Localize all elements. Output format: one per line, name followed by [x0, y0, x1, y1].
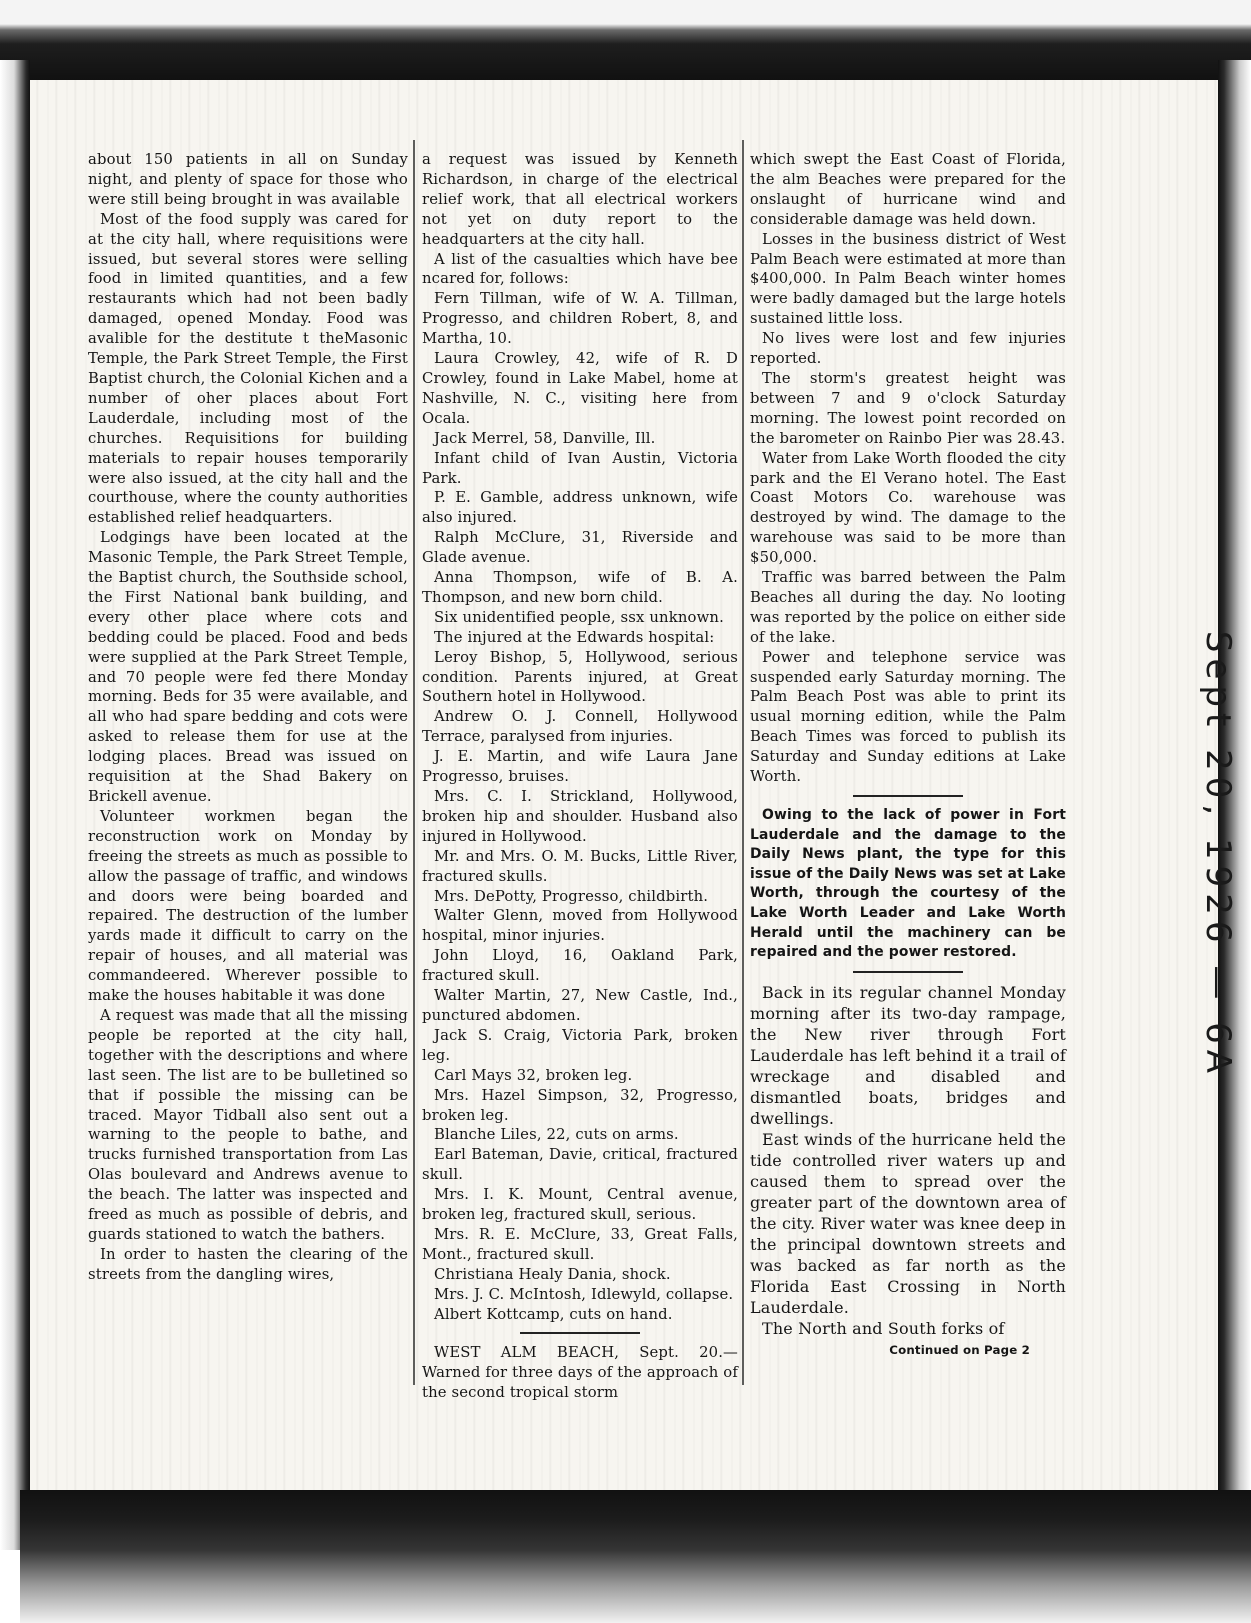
section-divider: [853, 795, 963, 797]
casualty-item: Infant child of Ivan Austin, Victoria Park.: [422, 449, 738, 487]
article-paragraph: Power and telephone service was suspended early Saturday morning. The Palm Beach Post was able to print its usual morning edition, while the Palm Beach Times was forced to publish its Saturday and Sunday editions at Lake Worth.: [750, 648, 1066, 786]
casualty-item: Jack Merrel, 58, Danville, Ill.: [434, 429, 656, 447]
article-paragraph: The North and South forks of: [762, 1318, 1005, 1338]
injured-item: Leroy Bishop, 5, Hollywood, serious condition. Parents injured, at Great Southern hotel in Hollywood.: [422, 648, 738, 706]
injured-item: Earl Bateman, Davie, critical, fractured skull.: [422, 1146, 738, 1184]
injured-item: Andrew O. J. Connell, Hollywood Terrace, paralysed from injuries.: [422, 708, 738, 746]
injured-item: Albert Kottcamp, cuts on hand.: [434, 1305, 673, 1323]
article-paragraph: East winds of the hurricane held the tide controlled river waters up and caused them to spread over the greater part of the downtown area of the city. River water was knee deep in the principal downtown streets and was backed as far north as the Florida East Crossing in North Lauderdale.: [750, 1129, 1066, 1317]
injured-item: Mrs. R. E. McClure, 33, Great Falls, Mont., fractured skull.: [422, 1225, 738, 1263]
notice-text: Owing to the lack of power in Fort Lauderdale and the damage to the Daily News plant, the type for this issue of the Daily News was set at Lake Worth, through the courtesy of the Lake Worth Leader and Lake Worth Herald until the machinery can be repaired and the power restored.: [750, 807, 1066, 961]
scan-bottom-border: [20, 1490, 1251, 1623]
injured-item: Mrs. DePotty, Progresso, childbirth.: [434, 887, 709, 905]
injured-item: J. E. Martin, and wife Laura Jane Progresso, bruises.: [422, 748, 738, 786]
injured-item: Walter Martin, 27, New Castle, Ind., punctured abdomen.: [422, 987, 738, 1024]
article-paragraph: which swept the East Coast of Florida, the alm Beaches were prepared for the onslaught of hurricane wind and considerable damage was held down.: [750, 151, 1066, 228]
article-paragraph: Most of the food supply was cared for at the city hall, where requisitions were issued, but several stores were selling food in limited quantities, and a few restaurants which had not been badly damaged, opened Monday. Food was avalible for the destitute t theMasonic Temple, the Park Street Temple, the First Baptist church, the Colonial Kichen and a number of oher places about Fort Lauderdale, including most of the churches. Requisitions for building materials to repair houses temporarily were also issued, at the city hall and the courthouse, where the county authorities established relief headquarters.: [88, 210, 408, 527]
injured-item: Christiana Healy Dania, shock.: [434, 1265, 671, 1283]
injured-item: Mrs. Hazel Simpson, 32, Progresso, broken leg.: [422, 1086, 738, 1124]
margin-date-text: Sept 20, 1926 — 6A: [1198, 630, 1238, 1080]
article-paragraph: about 150 patients in all on Sunday night, and plenty of space for those who were still being brought in was available: [88, 151, 408, 208]
column-2: [422, 150, 738, 1403]
injured-item: Mr. and Mrs. O. M. Bucks, Little River, fractured skulls.: [422, 847, 738, 885]
injured-item: Carl Mays 32, broken leg.: [434, 1066, 633, 1084]
article-paragraph: Lodgings have been located at the Masonic Temple, the Park Street Temple, the Baptist church, the Southside school, the First National bank building, and every other place where cots and bedding could be placed. Food and beds were supplied at the Park Street Temple, and 70 people were fed there Monday morning. Beds for 35 were available, and all who had spare bedding and cots were asked to release them for use at the lodging places. Bread was issued on requisition at the Shad Bakery on Brickell avenue.: [88, 529, 408, 805]
injured-item: Blanche Liles, 22, cuts on arms.: [434, 1126, 679, 1144]
casualty-item: P. E. Gamble, address unknown, wife also injured.: [422, 489, 738, 527]
injured-item: Walter Glenn, moved from Hollywood hospital, minor injuries.: [422, 907, 738, 945]
article-paragraph: a request was issued by Kenneth Richardson, in charge of the electrical relief work, that all electrical workers not yet on duty report to the headquarters at the city hall.: [422, 151, 738, 248]
section-divider: [520, 1332, 640, 1334]
column-rule-1: [413, 140, 415, 1385]
column-3: [750, 150, 1066, 1361]
injured-item: Mrs. I. K. Mount, Central avenue, broken leg, fractured skull, serious.: [422, 1186, 738, 1224]
scan-top-border: [0, 0, 1251, 80]
injured-item: John Lloyd, 16, Oakland Park, fractured skull.: [422, 947, 738, 985]
west-palm-beach-dateline: WEST ALM BEACH, Sept. 20.— Warned for three days of the approach of the second tropical storm: [422, 1344, 738, 1402]
casualty-list-intro: A list of the casualties which have bee ncared for, follows:: [422, 250, 738, 288]
article-paragraph: Traffic was barred between the Palm Beaches all during the day. No looting was reported by the police on either side of the lake.: [750, 569, 1066, 646]
injured-item: Mrs. C. I. Strickland, Hollywood, broken hip and shoulder. Husband also injured in Hollywood.: [422, 788, 738, 845]
scan-left-border: [0, 60, 30, 1550]
casualty-item: Anna Thompson, wife of B. A. Thompson, and new born child.: [422, 569, 738, 606]
casualty-item: Ralph McClure, 31, Riverside and Glade avenue.: [422, 529, 738, 567]
continued-line: Continued on Page 2: [889, 1342, 1030, 1357]
casualty-item: Six unidentified people, ssx unknown.: [434, 608, 724, 626]
section-divider: [853, 971, 963, 973]
injured-item: Jack S. Craig, Victoria Park, broken leg.: [422, 1026, 738, 1064]
injured-item: Mrs. J. C. McIntosh, Idlewyld, collapse.: [434, 1285, 734, 1303]
article-paragraph: The storm's greatest height was between 7 and 9 o'clock Saturday morning. The lowest point recorded on the barometer on Rainbo Pier was 28.43.: [750, 369, 1066, 447]
article-paragraph: Losses in the business district of West Palm Beach were estimated at more than $400,000. In Palm Beach winter homes were badly damaged but the large hotels sustained little loss.: [750, 230, 1066, 328]
article-paragraph: Water from Lake Worth flooded the city park and the El Verano hotel. The East Coast Motors Co. warehouse was destroyed by wind. The damage to the warehouse was said to be more than $50,000.: [750, 449, 1066, 567]
casualty-item: Laura Crowley, 42, wife of R. D Crowley, found in Lake Mabel, home at Nashville, N. C., visiting here from Ocala.: [422, 350, 738, 427]
new-river-story: [750, 982, 1066, 1339]
article-paragraph: Volunteer workmen began the reconstruction work on Monday by freeing the streets as much as possible to allow the passage of traffic, and windows and doors were being boarded and repaired. The destruction of the lumber yards made it difficult to carry on the repair of houses, and all material was commandeered. Wherever possible to make the houses habitable it was done: [88, 807, 408, 1005]
casualty-item: Fern Tillman, wife of W. A. Tillman, Progresso, and children Robert, 8, and Martha, 10.: [422, 290, 738, 348]
article-paragraph: In order to hasten the clearing of the streets from the dangling wires,: [88, 1245, 408, 1283]
article-paragraph: Back in its regular channel Monday morning after its two-day rampage, the New river through Fort Lauderdale has left behind it a trail of wreckage and disabled and dismantled boats, bridges and dwellings.: [750, 982, 1066, 1128]
injured-list-intro: The injured at the Edwards hospital:: [434, 628, 715, 646]
column-1: [88, 150, 408, 1285]
handwritten-margin-date: [1198, 575, 1238, 1135]
daily-news-notice: [750, 806, 1066, 963]
article-paragraph: No lives were lost and few injuries reported.: [750, 330, 1066, 368]
column-rule-2: [742, 140, 744, 1385]
article-paragraph: A request was made that all the missing people be reported at the city hall, together with the descriptions and where last seen. The list are to be bulletined so that if possible the missing can be traced. Mayor Tidball also sent out a warning to the people to bathe, and trucks furnished transportation from Las Olas boulevard and Andrews avenue to the beach. The latter was inspected and freed as much as possible of debris, and guards stationed to watch the bathers.: [88, 1006, 408, 1243]
